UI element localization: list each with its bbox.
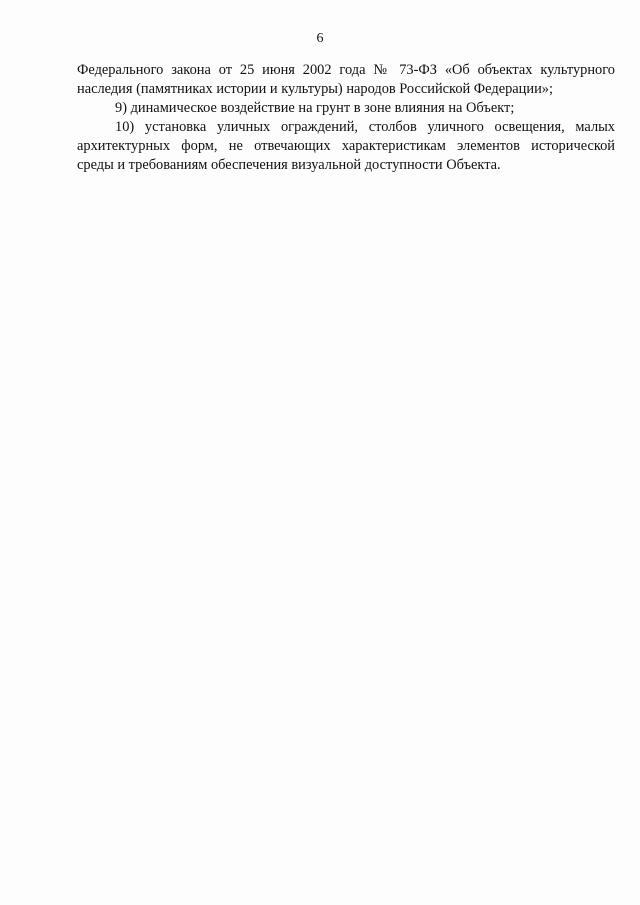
text-line: среды и требованиям обеспечения визуальной доступности Объекта. bbox=[77, 157, 501, 173]
page-number: 6 bbox=[316, 31, 324, 46]
text-line: архитектурных форм, не отвечающих характеристикам элементов исторической bbox=[77, 138, 615, 154]
text-line: 10) установка уличных ограждений, столбов уличного освещения, малых bbox=[115, 119, 615, 135]
document-text bbox=[77, 61, 615, 175]
text-line: наследия (памятниках истории и культуры) народов Российской Федерации»; bbox=[77, 81, 553, 97]
text-line: 9) динамическое воздействие на грунт в зоне влияния на Объект; bbox=[115, 100, 515, 116]
text-line: Федерального закона от 25 июня 2002 года № 73-ФЗ «Об объектах культурного bbox=[77, 62, 615, 78]
